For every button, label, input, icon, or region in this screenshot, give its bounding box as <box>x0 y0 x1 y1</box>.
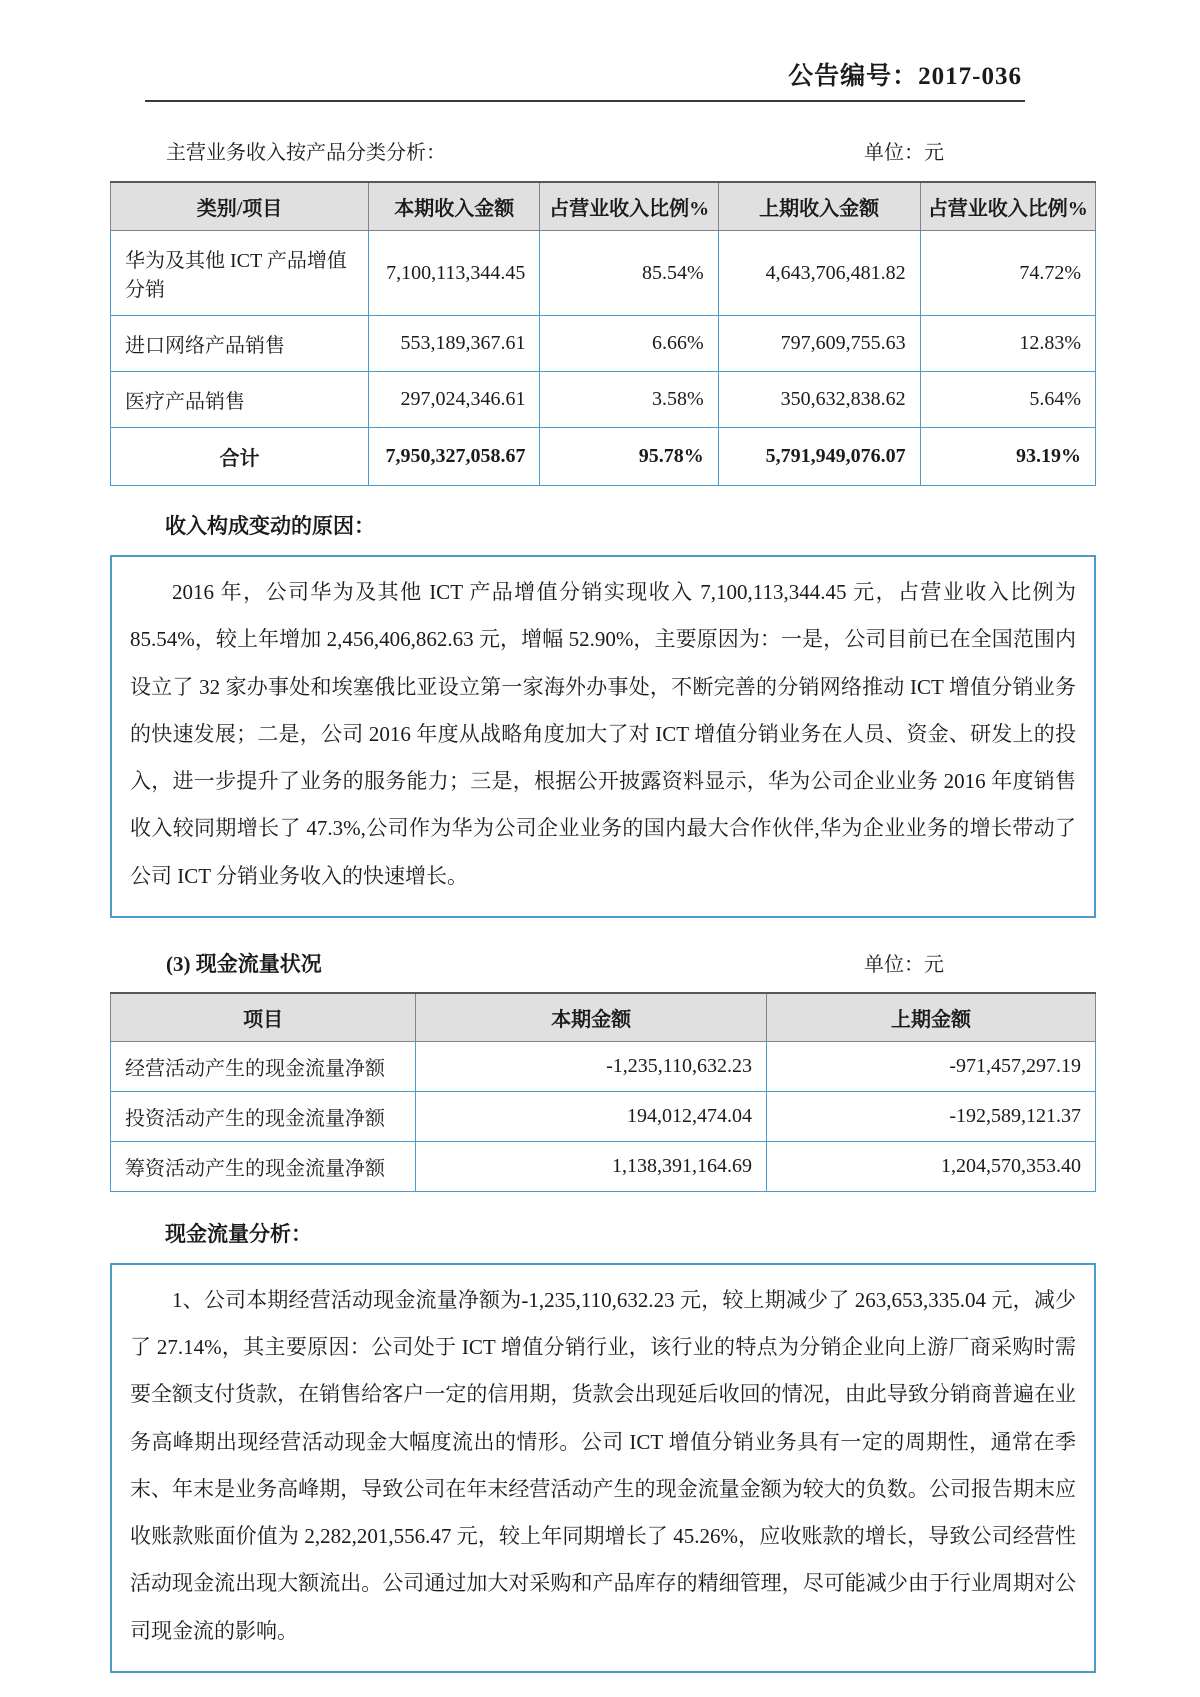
row-item: 经营活动产生的现金流量净额 <box>111 1041 416 1091</box>
total-label: 合计 <box>111 428 369 486</box>
cashflow-table-header-row <box>111 993 1096 1042</box>
row-category: 进口网络产品销售 <box>111 316 369 372</box>
col-header-item: 项目 <box>111 993 416 1042</box>
col-header-category: 类别/项目 <box>111 182 369 231</box>
revenue-section-title: 主营业务收入按产品分类分析： <box>166 142 446 164</box>
total-prior-ratio: 93.19% <box>920 428 1095 486</box>
row-current: 1,138,391,164.69 <box>416 1141 767 1191</box>
table-row <box>111 231 1096 316</box>
row-current-amount: 297,024,346.61 <box>369 372 540 428</box>
total-current-ratio: 95.78% <box>540 428 718 486</box>
row-prior-amount: 4,643,706,481.82 <box>718 231 920 316</box>
revenue-table-header-row <box>111 182 1096 231</box>
col-header-current-amount: 本期收入金额 <box>369 182 540 231</box>
row-prior-ratio: 12.83% <box>920 316 1095 372</box>
row-current-amount: 553,189,367.61 <box>369 316 540 372</box>
row-current-ratio: 85.54% <box>540 231 718 316</box>
row-prior-amount: 350,632,838.62 <box>718 372 920 428</box>
row-category: 华为及其他 ICT 产品增值分销 <box>111 231 369 316</box>
table-row <box>111 316 1096 372</box>
table-row <box>111 1141 1096 1191</box>
row-current: -1,235,110,632.23 <box>416 1041 767 1091</box>
cashflow-analysis-paragraph: 1、公司本期经营活动现金流量净额为-1,235,110,632.23 元，较上期减少了 263,653,335.04 元，减少了 27.14%，其主要原因：公司处于 ICT 增值分销行业，该行业的特点为分销企业向上游厂商采购时需要全额支付货款，在销售给客户一定的信用期，货款会出现延后收回的情况，由此导致分销商普遍在业务高峰期出现经营活动现金大幅度流出的情形。公司 ICT 增值分销业务具有一定的周期性，通常在季末、年末是业务高峰期，导致公司在年末经营活动产生的现金流量金额为较大的负数。公司报告期末应收账款账面价值为 2,282,201,556.47 元，较上年同期增长了 45.26%，应收账款的增长，导致公司经营性活动现金流出现大额流出。公司通过加大对采购和产品库存的精细管理，尽可能减少由于行业周期对公司现金流的影响。 <box>130 1287 1076 1643</box>
cashflow-section-row <box>166 948 944 978</box>
row-prior-amount: 797,609,755.63 <box>718 316 920 372</box>
row-item: 投资活动产生的现金流量净额 <box>111 1091 416 1141</box>
total-prior-amount: 5,791,949,076.07 <box>718 428 920 486</box>
table-total-row <box>111 428 1096 486</box>
cashflow-table <box>110 992 1096 1192</box>
table-row <box>111 372 1096 428</box>
row-prior-ratio: 74.72% <box>920 231 1095 316</box>
total-current-amount: 7,950,327,058.67 <box>369 428 540 486</box>
col-header-prior-ratio: 占营业收入比例% <box>920 182 1095 231</box>
row-category: 医疗产品销售 <box>111 372 369 428</box>
row-prior: -192,589,121.37 <box>767 1091 1096 1141</box>
row-prior: -971,457,297.19 <box>767 1041 1096 1091</box>
cashflow-unit-label: 单位：元 <box>864 953 944 976</box>
revenue-by-product-table <box>110 181 1096 486</box>
cashflow-analysis-heading: 现金流量分析： <box>165 1221 312 1246</box>
col-header-current-period: 本期金额 <box>416 993 767 1042</box>
table-row <box>111 1041 1096 1091</box>
col-header-prior-amount: 上期收入金额 <box>718 182 920 231</box>
row-current-ratio: 3.58% <box>540 372 718 428</box>
revenue-reason-box <box>110 555 1096 918</box>
col-header-prior-period: 上期金额 <box>767 993 1096 1042</box>
row-current: 194,012,474.04 <box>416 1091 767 1141</box>
row-prior-ratio: 5.64% <box>920 372 1095 428</box>
col-header-current-ratio: 占营业收入比例% <box>540 182 718 231</box>
cashflow-section-title: (3) 现金流量状况 <box>166 951 322 976</box>
row-current-amount: 7,100,113,344.45 <box>369 231 540 316</box>
revenue-reason-heading: 收入构成变动的原因： <box>165 514 375 538</box>
revenue-unit-label: 单位：元 <box>864 142 944 164</box>
row-prior: 1,204,570,353.40 <box>767 1141 1096 1191</box>
cashflow-analysis-box <box>110 1263 1096 1673</box>
revenue-section-row <box>166 136 944 165</box>
row-current-ratio: 6.66% <box>540 316 718 372</box>
header-rule <box>145 100 1025 102</box>
doc-number: 公告编号：2017-036 <box>788 63 1022 90</box>
revenue-reason-paragraph: 2016 年，公司华为及其他 ICT 产品增值分销实现收入 7,100,113,344.45 元，占营业收入比例为 85.54%，较上年增加 2,456,406,862.63 元，增幅 52.90%，主要原因为：一是，公司目前已在全国范围内设立了 32 家办事处和埃塞俄比亚设立第一家海外办事处，不断完善的分销网络推动 ICT 增值分销业务的快速发展；二是，公司 2016 年度从战略角度加大了对 ICT 增值分销业务在人员、资金、研发上的投入，进一步提升了业务的服务能力；三是，根据公开披露资料显示，华为公司企业业务 2016 年度销售收入较同期增长了 47.3%,公司作为华为公司企业业务的国内最大合作伙伴,华为企业业务的增长带动了公司 ICT 分销业务收入的快速增长。 <box>130 580 1076 888</box>
row-item: 筹资活动产生的现金流量净额 <box>111 1141 416 1191</box>
table-row <box>111 1091 1096 1141</box>
